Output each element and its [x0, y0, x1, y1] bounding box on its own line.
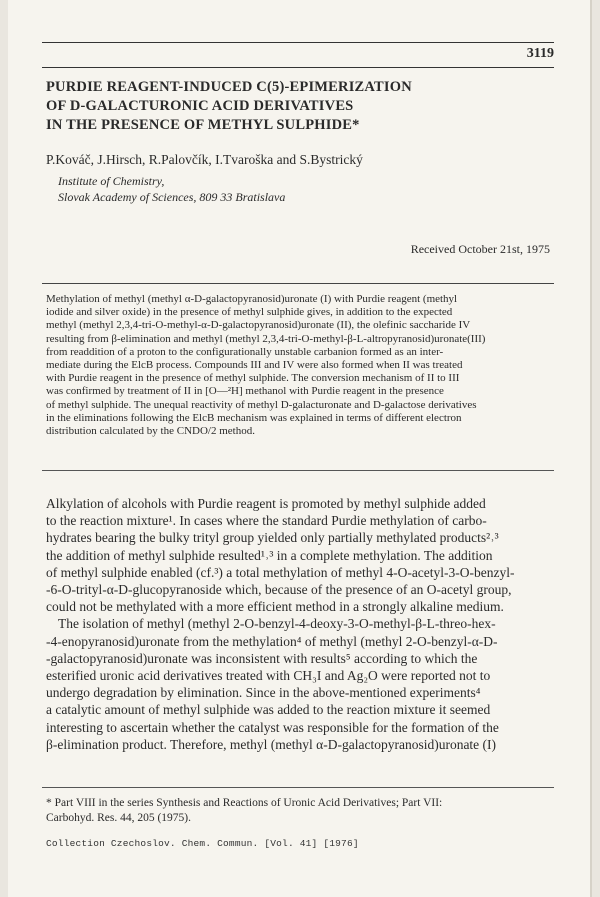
abstract-line: in the eliminations following the ElcB mechanism was explained in terms of different electron — [46, 411, 462, 424]
affiliation-line: Institute of Chemistry, — [58, 174, 165, 188]
abstract-line: methyl (methyl 2,3,4-tri-O-methyl-α-D-galactopyranosid)uronate (II), the olefinic saccharide IV — [46, 319, 471, 332]
title-line: PURDIE REAGENT-INDUCED C(5)-EPIMERIZATION — [46, 79, 412, 95]
abstract-line: distribution calculated by the CNDO/2 method. — [46, 425, 255, 438]
author-list: P.Kováč, J.Hirsch, R.Palovčík, I.Tvaroška and S.Bystrický — [46, 152, 363, 167]
footnote-line: Carbohyd. Res. 44, 205 (1975). — [46, 811, 192, 824]
abstract-line: iodide and silver oxide) in the presence of methyl sulphide gives, in addition to the expected — [46, 306, 453, 319]
title-line: IN THE PRESENCE OF METHYL SULPHIDE* — [46, 117, 360, 133]
journal-citation: Collection Czechoslov. Chem. Commun. [Vol. 41] [1976] — [46, 838, 359, 849]
abstract-line: resulting from β-elimination and methyl (methyl 2,3,4-tri-O-methyl-β-L-altropyranosid)uronate(III) — [46, 332, 486, 345]
affiliation — [58, 173, 285, 205]
body-line: could not be methylated with a more efficient method in a strongly alkaline medium. — [46, 599, 504, 615]
footnote-rule — [42, 787, 554, 788]
body-line: The isolation of methyl (methyl 2-O-benzyl-4-deoxy-3-O-methyl-β-L-threo-hex- — [58, 616, 496, 632]
abstract-rule-bottom — [42, 470, 554, 471]
body-line: β-elimination product. Therefore, methyl (methyl α-D-galactopyranosid)uronate (I) — [46, 736, 497, 752]
abstract-line: from readdition of a proton to the configurationally unstable carbanion formed as an inter- — [46, 345, 444, 358]
body-line: of methyl sulphide enabled (cf.³) a total methylation of methyl 4-O-acetyl-3-O-benzyl- — [46, 564, 515, 580]
article-title — [46, 78, 546, 135]
header-rule — [42, 42, 554, 43]
body-line: esterified uronic acid derivatives treated with CH₃I and Ag₂O were reported not to — [46, 668, 491, 684]
abstract-line: mediate during the ElcB process. Compounds III and IV were also formed when II was treated — [46, 359, 463, 372]
body-line: Alkylation of alcohols with Purdie reagent is promoted by methyl sulphide added — [46, 496, 486, 511]
abstract-line: with Purdie reagent in the presence of methyl sulphide. The conversion mechanism of II to III — [46, 372, 460, 385]
abstract-line: Methylation of methyl (methyl α-D-galactopyranosid)uronate (I) with Purdie reagent (methyl — [46, 293, 458, 305]
body-line: the addition of methyl sulphide resulted¹˒³ in a complete methylation. The addition — [46, 547, 493, 563]
body-line: -4-enopyranosid)uronate from the methylation⁴ of methyl (methyl 2-O-benzyl-α-D- — [46, 633, 498, 649]
received-date: Received October 21st, 1975 — [410, 242, 550, 256]
body-line: undergo degradation by elimination. Since in the above-mentioned experiments⁴ — [46, 685, 481, 701]
title-line: OF D-GALACTURONIC ACID DERIVATIVES — [46, 98, 354, 114]
body-line: -galactopyranosid)uronate was inconsistent with results⁵ according to which the — [46, 650, 478, 666]
body-line: hydrates bearing the bulky trityl group yielded only partially methylated products²˒³ — [46, 530, 499, 546]
body-line: to the reaction mixture¹. In cases where the standard Purdie methylation of carbo- — [46, 513, 487, 529]
abstract-rule-top — [42, 283, 554, 284]
footnote-line: * Part VIII in the series Synthesis and Reactions of Uronic Acid Derivatives; Part VII: — [46, 797, 443, 809]
journal-page — [8, 0, 590, 897]
body-line: -6-O-trityl-α-D-glucopyranoside which, because of the presence of an O-acetyl group, — [46, 582, 512, 598]
footnote — [46, 796, 552, 825]
page-number: 3119 — [526, 46, 554, 61]
header-rule-lower — [42, 67, 554, 68]
body-line: a catalytic amount of methyl sulphide was added to the reaction mixture it seemed — [46, 702, 491, 718]
abstract-line: was confirmed by treatment of II in [O—²H] methanol with Purdie reagent in the presence — [46, 385, 444, 398]
abstract-line: of methyl sulphide. The unequal reactivity of methyl D-galacturonate and D-galactose derivatives — [46, 398, 477, 411]
body-text — [46, 495, 552, 753]
affiliation-line: Slovak Academy of Sciences, 809 33 Bratislava — [58, 190, 286, 204]
body-line: interesting to ascertain whether the catalyst was responsible for the formation of the — [46, 719, 499, 735]
abstract — [46, 293, 552, 438]
